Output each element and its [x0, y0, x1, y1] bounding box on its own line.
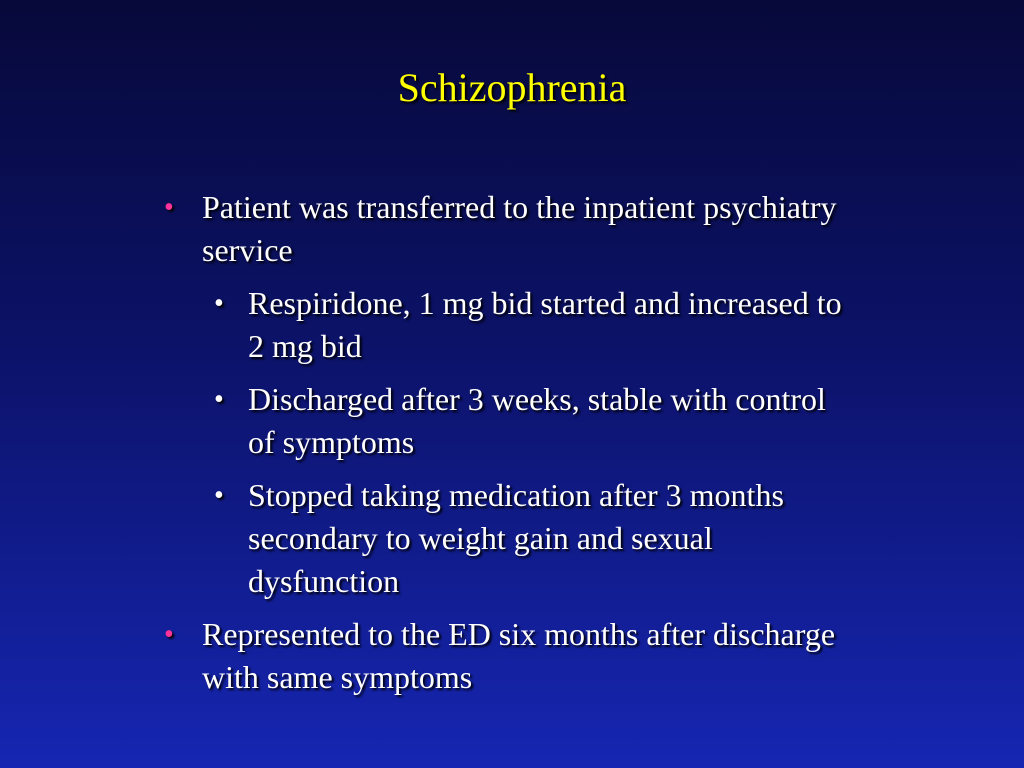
sub-bullet-item	[160, 282, 860, 368]
sub-bullet-item	[160, 474, 860, 603]
sub-bullet-text: Stopped taking medication after 3 months secondary to weight gain and sexual dysfunction	[248, 477, 784, 599]
bullet-dot-icon: •	[164, 619, 174, 650]
bullet-item	[160, 186, 860, 272]
slide-title: Schizophrenia	[397, 65, 627, 110]
bullet-dot-icon: •	[214, 384, 224, 415]
bullet-list	[160, 186, 860, 709]
bullet-dot-icon: •	[214, 288, 224, 319]
bullet-text: Represented to the ED six months after discharge with same symptoms	[202, 616, 836, 695]
bullet-item	[160, 613, 860, 699]
sub-bullet-text: Respiridone, 1 mg bid started and increased to 2 mg bid	[248, 285, 842, 364]
bullet-dot-icon: •	[214, 480, 224, 511]
bullet-dot-icon: •	[164, 192, 174, 223]
sub-bullet-text: Discharged after 3 weeks, stable with control of symptoms	[248, 381, 826, 460]
bullet-text: Patient was transferred to the inpatient psychiatry service	[202, 189, 837, 268]
sub-bullet-item	[160, 378, 860, 464]
